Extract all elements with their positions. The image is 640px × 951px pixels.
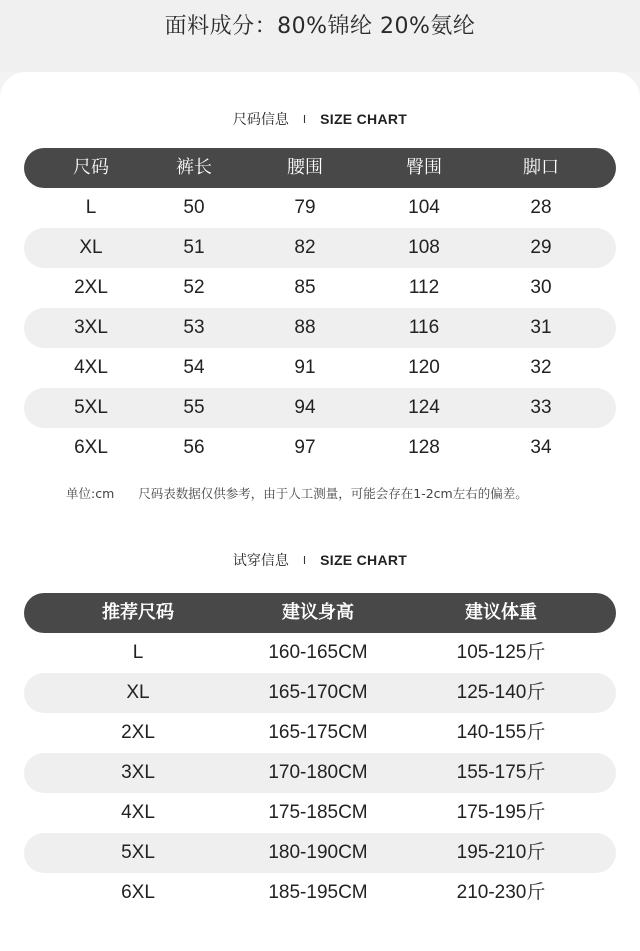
table-row: [24, 633, 616, 673]
waist-cell: 79: [294, 197, 316, 218]
table-row: [24, 833, 616, 873]
header-hip: 臀围: [406, 157, 442, 178]
length-cell: 54: [183, 357, 205, 378]
hip-cell: 112: [408, 277, 440, 298]
height-cell: 180-190CM: [268, 842, 368, 863]
waist-cell: 85: [294, 277, 316, 298]
length-cell: 50: [183, 197, 205, 218]
disclaimer-text: 尺码表数据仅供参考，由于人工测量，可能会存在1-2cm左右的偏差。: [138, 486, 528, 501]
hip-cell: 128: [408, 437, 440, 458]
size-cell: 6XL: [121, 882, 155, 903]
hem-cell: 34: [530, 437, 552, 458]
header-suggested-weight: 建议体重: [465, 602, 537, 623]
hip-cell: 124: [408, 397, 440, 418]
fit-chart-header-row: [24, 593, 616, 633]
fabric-banner: [0, 0, 640, 72]
height-cell: 185-195CM: [268, 882, 368, 903]
table-row: [24, 348, 616, 388]
heading-separator: I: [302, 553, 307, 567]
hem-cell: 29: [530, 237, 552, 258]
hip-cell: 120: [408, 357, 440, 378]
header-recommended-size: 推荐尺码: [102, 602, 174, 623]
size-cell: 2XL: [121, 722, 155, 743]
table-row: [24, 388, 616, 428]
size-info-card: [0, 72, 640, 951]
waist-cell: 88: [294, 317, 316, 338]
size-chart-table: [24, 148, 616, 468]
weight-cell: 195-210斤: [456, 842, 546, 863]
weight-cell: 175-195斤: [456, 802, 546, 823]
weight-cell: 210-230斤: [456, 882, 546, 903]
size-chart-title-cn: 尺码信息: [232, 112, 289, 128]
size-cell: 2XL: [74, 277, 108, 298]
table-row: [24, 268, 616, 308]
size-cell: L: [132, 642, 144, 663]
size-cell: 3XL: [121, 762, 155, 783]
length-cell: 56: [183, 437, 205, 458]
header-waist: 腰围: [287, 157, 323, 178]
header-size: 尺码: [73, 157, 109, 178]
size-chart-title-en: SIZE CHART: [320, 111, 408, 127]
size-cell: 5XL: [121, 842, 155, 863]
size-cell: XL: [79, 237, 103, 258]
size-chart-heading: [0, 109, 640, 129]
hem-cell: 28: [530, 197, 552, 218]
size-cell: 4XL: [74, 357, 108, 378]
size-cell: 4XL: [121, 802, 155, 823]
waist-cell: 82: [294, 237, 316, 258]
length-cell: 51: [183, 237, 205, 258]
table-row: [24, 308, 616, 348]
table-row: [24, 793, 616, 833]
hip-cell: 108: [408, 237, 440, 258]
size-cell: 6XL: [74, 437, 108, 458]
table-row: [24, 188, 616, 228]
weight-cell: 125-140斤: [456, 682, 546, 703]
fit-chart-heading: [0, 550, 640, 570]
fit-chart-title-cn: 试穿信息: [232, 553, 289, 569]
height-cell: 175-185CM: [268, 802, 368, 823]
fabric-composition: 面料成分：80%锦纶 20%氨纶: [164, 13, 476, 39]
size-cell: 3XL: [74, 317, 108, 338]
hem-cell: 32: [530, 357, 552, 378]
header-hem: 脚口: [523, 157, 559, 178]
size-cell: 5XL: [74, 397, 108, 418]
height-cell: 160-165CM: [268, 642, 368, 663]
header-suggested-height: 建议身高: [282, 602, 354, 623]
weight-cell: 105-125斤: [456, 642, 546, 663]
hem-cell: 33: [530, 397, 552, 418]
heading-separator: I: [302, 112, 307, 126]
length-cell: 52: [183, 277, 205, 298]
size-cell: L: [85, 197, 97, 218]
waist-cell: 91: [294, 357, 316, 378]
table-row: [24, 428, 616, 468]
table-row: [24, 713, 616, 753]
length-cell: 53: [183, 317, 205, 338]
size-cell: XL: [126, 682, 150, 703]
height-cell: 165-170CM: [268, 682, 368, 703]
hem-cell: 31: [530, 317, 552, 338]
unit-label: 单位:cm: [66, 486, 115, 501]
hip-cell: 116: [408, 317, 440, 338]
table-row: [24, 228, 616, 268]
fit-chart-title-en: SIZE CHART: [320, 552, 408, 568]
hip-cell: 104: [408, 197, 440, 218]
measurement-note: [66, 484, 528, 502]
height-cell: 170-180CM: [268, 762, 368, 783]
waist-cell: 94: [294, 397, 316, 418]
table-row: [24, 753, 616, 793]
weight-cell: 140-155斤: [456, 722, 546, 743]
height-cell: 165-175CM: [268, 722, 368, 743]
table-row: [24, 673, 616, 713]
length-cell: 55: [183, 397, 205, 418]
weight-cell: 155-175斤: [456, 762, 546, 783]
hem-cell: 30: [530, 277, 552, 298]
size-chart-header-row: [24, 148, 616, 188]
waist-cell: 97: [294, 437, 316, 458]
header-length: 裤长: [176, 157, 212, 178]
table-row: [24, 873, 616, 913]
fit-chart-table: [24, 593, 616, 913]
